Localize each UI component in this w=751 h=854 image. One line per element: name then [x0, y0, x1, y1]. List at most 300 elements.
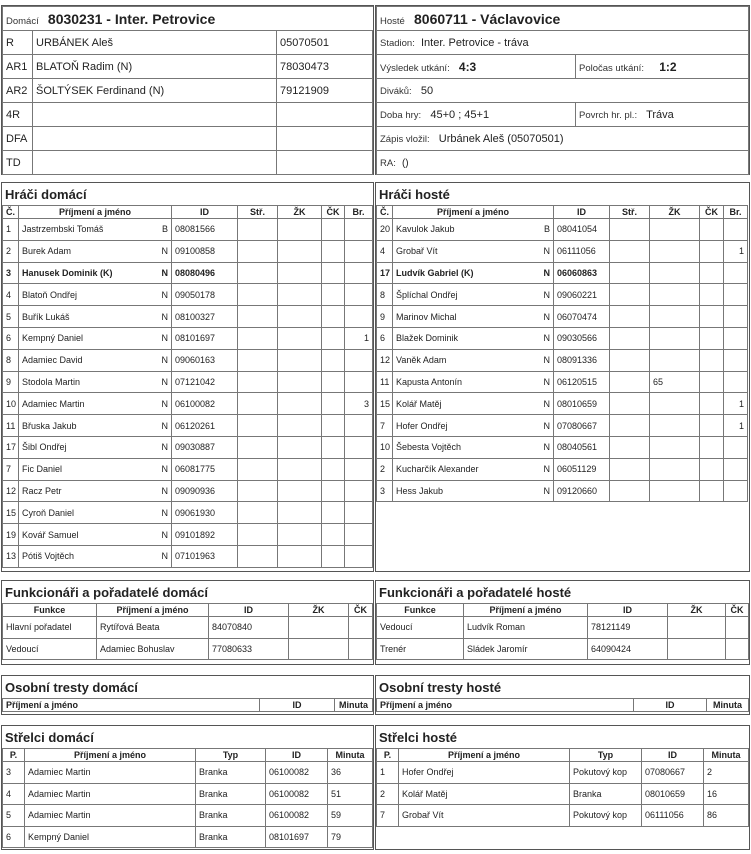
player-flag: N	[161, 289, 168, 300]
player-name: Šplíchal Ondřej	[396, 289, 458, 300]
player-yellow-card	[278, 262, 322, 284]
player-red-card	[700, 371, 724, 393]
official-role: AR2	[3, 79, 33, 103]
player-name: Cyroň Daniel	[22, 507, 75, 518]
stadium-label: Stadion:	[380, 37, 415, 49]
scorer-type: Branka	[196, 826, 266, 848]
player-goals	[610, 393, 650, 415]
player-id: 09060163	[172, 349, 238, 371]
scorer-name: Adamiec Martin	[25, 762, 196, 784]
scorers-away-title: Střelci hosté	[379, 730, 458, 745]
player-flag: B	[161, 224, 168, 235]
player-id: 08041054	[554, 219, 610, 241]
player-row	[377, 480, 748, 502]
player-name-cell	[393, 458, 554, 480]
player-name: Blažek Dominik	[396, 333, 459, 344]
scorers-away-panel	[375, 725, 750, 850]
player-number: 9	[377, 306, 393, 328]
player-id: 09030887	[172, 436, 238, 458]
player-row	[377, 306, 748, 328]
player-goals	[610, 284, 650, 306]
staff-rc	[349, 617, 373, 639]
player-id: 09090936	[172, 480, 238, 502]
column-header: Stř.	[610, 206, 650, 219]
official-id	[277, 151, 373, 175]
player-flag: N	[161, 551, 168, 562]
home-team-row	[3, 7, 373, 31]
player-goals	[238, 327, 278, 349]
penalties-away-title: Osobní tresty hosté	[379, 680, 502, 695]
column-header: ČK	[322, 206, 345, 219]
player-row	[3, 219, 373, 241]
ra-value: ()	[401, 157, 409, 169]
staff-id: 77080633	[209, 638, 289, 660]
official-id: 05070501	[277, 31, 373, 55]
player-red-card	[700, 436, 724, 458]
player-red-card	[322, 284, 345, 306]
player-goalkeeper-goals	[724, 219, 748, 241]
player-goalkeeper-goals	[345, 524, 373, 546]
staff-home-title: Funkcionáři a pořadatelé domácí	[5, 585, 208, 600]
player-goals	[610, 327, 650, 349]
player-goals	[610, 480, 650, 502]
scorer-type: Pokutový kop	[570, 762, 642, 784]
player-number: 7	[3, 458, 19, 480]
player-goalkeeper-goals	[724, 371, 748, 393]
player-red-card	[322, 480, 345, 502]
player-name-cell	[393, 240, 554, 262]
player-name-cell	[393, 480, 554, 502]
player-red-card	[700, 480, 724, 502]
scorer-p: 4	[3, 783, 25, 805]
scorers-home-table	[2, 748, 373, 848]
column-header: Č.	[3, 206, 19, 219]
scorer-id: 06100082	[266, 805, 328, 827]
player-number: 4	[377, 240, 393, 262]
column-header: Minuta	[707, 699, 749, 712]
staff-id: 64090424	[588, 638, 668, 660]
players-away-panel	[375, 182, 750, 572]
player-row	[3, 524, 373, 546]
scorer-row	[3, 826, 373, 848]
player-red-card	[700, 327, 724, 349]
column-header: Příjmení a jméno	[399, 749, 570, 762]
column-header: ČK	[726, 604, 749, 617]
player-goalkeeper-goals	[345, 502, 373, 524]
penalties-home-title: Osobní tresty domácí	[5, 680, 138, 695]
ra-label: RA:	[380, 157, 396, 169]
player-flag: N	[543, 442, 550, 453]
player-number: 15	[3, 502, 19, 524]
column-header: Br.	[724, 206, 748, 219]
staff-row	[377, 638, 749, 660]
player-name: Buřík Lukáš	[22, 311, 70, 322]
player-yellow-card	[278, 524, 322, 546]
scorer-type: Branka	[196, 783, 266, 805]
scorer-min: 16	[704, 783, 749, 805]
player-yellow-card	[278, 545, 322, 567]
player-goals	[610, 458, 650, 480]
official-id: 78030473	[277, 55, 373, 79]
scorer-id: 07080667	[642, 762, 704, 784]
player-goals	[610, 349, 650, 371]
column-header: ID	[266, 749, 328, 762]
official-role: R	[3, 31, 33, 55]
player-goalkeeper-goals	[724, 349, 748, 371]
player-goalkeeper-goals	[345, 284, 373, 306]
column-header: ID	[554, 206, 610, 219]
player-yellow-card	[278, 284, 322, 306]
player-red-card	[322, 415, 345, 437]
player-row	[3, 458, 373, 480]
player-red-card	[322, 458, 345, 480]
player-goalkeeper-goals	[345, 436, 373, 458]
scorer-id: 08010659	[642, 783, 704, 805]
player-goalkeeper-goals	[345, 415, 373, 437]
player-red-card	[322, 327, 345, 349]
staff-home-table	[2, 603, 373, 660]
staff-rc	[726, 617, 749, 639]
stadium-value: Inter. Petrovice - tráva	[421, 36, 529, 49]
player-name: Kucharčík Alexander	[396, 464, 479, 475]
official-row	[3, 103, 373, 127]
player-name-cell	[19, 219, 172, 241]
player-id: 08040561	[554, 436, 610, 458]
player-name-cell	[19, 262, 172, 284]
player-number: 6	[377, 327, 393, 349]
player-id: 06060863	[554, 262, 610, 284]
player-number: 20	[377, 219, 393, 241]
scorer-name: Hofer Ondřej	[399, 762, 570, 784]
column-header: Stř.	[238, 206, 278, 219]
player-red-card	[322, 262, 345, 284]
column-header: Br.	[345, 206, 373, 219]
player-flag: N	[543, 464, 550, 475]
player-yellow-card	[278, 415, 322, 437]
player-row	[3, 415, 373, 437]
player-flag: N	[543, 267, 550, 278]
player-red-card	[322, 436, 345, 458]
player-name: Grobař Vít	[396, 246, 438, 257]
player-name: Kovář Samuel	[22, 529, 79, 540]
half-value: 1:2	[659, 59, 677, 74]
scorer-type: Pokutový kop	[570, 805, 642, 827]
official-row	[3, 31, 373, 55]
player-red-card	[700, 219, 724, 241]
official-name	[33, 103, 277, 127]
staff-role: Vedoucí	[377, 617, 464, 639]
player-flag: N	[543, 289, 550, 300]
player-number: 15	[377, 393, 393, 415]
player-goalkeeper-goals	[345, 240, 373, 262]
player-goalkeeper-goals: 1	[724, 415, 748, 437]
scorer-row	[3, 762, 373, 784]
scorer-p: 7	[377, 805, 399, 827]
staff-name: Adamiec Bohuslav	[97, 638, 209, 660]
player-goals	[610, 436, 650, 458]
official-name: BLATOŇ Radim (N)	[33, 55, 277, 79]
player-number: 12	[3, 480, 19, 502]
player-red-card	[700, 262, 724, 284]
player-name: Ludvík Gabriel (K)	[396, 267, 474, 278]
player-red-card	[700, 284, 724, 306]
writer-value: Urbánek Aleš (05070501)	[438, 132, 564, 145]
staff-role: Trenér	[377, 638, 464, 660]
column-header: ID	[642, 749, 704, 762]
scorer-min: 79	[328, 826, 373, 848]
official-row	[3, 151, 373, 175]
staff-row	[3, 617, 373, 639]
player-row	[3, 306, 373, 328]
column-header: ID	[172, 206, 238, 219]
scorers-home-title: Střelci domácí	[5, 730, 94, 745]
staff-name: Rytířová Beata	[97, 617, 209, 639]
player-name-cell	[19, 349, 172, 371]
player-flag: N	[161, 398, 168, 409]
player-row	[377, 349, 748, 371]
player-row	[377, 371, 748, 393]
player-goals	[610, 415, 650, 437]
column-header: Příjmení a jméno	[19, 206, 172, 219]
player-red-card	[700, 349, 724, 371]
player-id: 09050178	[172, 284, 238, 306]
player-red-card	[322, 371, 345, 393]
player-id: 06120261	[172, 415, 238, 437]
player-yellow-card	[278, 371, 322, 393]
player-row	[377, 240, 748, 262]
player-number: 3	[3, 262, 19, 284]
player-name-cell	[19, 545, 172, 567]
player-id: 07080667	[554, 415, 610, 437]
player-id: 09060221	[554, 284, 610, 306]
player-name-cell	[19, 306, 172, 328]
player-yellow-card	[650, 327, 700, 349]
player-id: 06120515	[554, 371, 610, 393]
player-yellow-card	[278, 306, 322, 328]
result-label: Výsledek utkání:	[380, 62, 450, 74]
player-id: 06070474	[554, 306, 610, 328]
player-name: Stodola Martin	[22, 376, 81, 387]
player-id: 08010659	[554, 393, 610, 415]
staff-away-title: Funkcionáři a pořadatelé hosté	[379, 585, 572, 600]
scorer-min: 36	[328, 762, 373, 784]
player-flag: N	[161, 507, 168, 518]
official-id	[277, 103, 373, 127]
scorer-p: 2	[377, 783, 399, 805]
official-row	[3, 127, 373, 151]
column-header: Příjmení a jméno	[393, 206, 554, 219]
player-name: Jastrzembski Tomáš	[22, 224, 104, 235]
player-yellow-card	[650, 480, 700, 502]
player-yellow-card	[278, 436, 322, 458]
player-goalkeeper-goals	[345, 349, 373, 371]
staff-name: Ludvík Roman	[464, 617, 588, 639]
column-header: ID	[209, 604, 289, 617]
player-flag: N	[161, 442, 168, 453]
player-number: 11	[3, 415, 19, 437]
surface-value: Tráva	[646, 108, 674, 121]
player-yellow-card	[278, 219, 322, 241]
player-goals	[610, 262, 650, 284]
player-yellow-card	[650, 349, 700, 371]
scorers-away-table	[376, 748, 749, 827]
player-goalkeeper-goals	[724, 306, 748, 328]
column-header: ID	[260, 699, 335, 712]
column-header: Příjmení a jméno	[25, 749, 196, 762]
scorer-p: 6	[3, 826, 25, 848]
scorer-min: 2	[704, 762, 749, 784]
official-role: AR1	[3, 55, 33, 79]
player-red-card	[322, 240, 345, 262]
player-name-cell	[19, 436, 172, 458]
player-name: Racz Petr	[22, 485, 62, 496]
column-header: ČK	[700, 206, 724, 219]
staff-away-table	[376, 603, 749, 660]
column-header: Příjmení a jméno	[97, 604, 209, 617]
player-yellow-card	[650, 436, 700, 458]
player-red-card	[700, 458, 724, 480]
player-name-cell	[393, 436, 554, 458]
player-goalkeeper-goals	[724, 480, 748, 502]
staff-name: Sládek Jaromír	[464, 638, 588, 660]
player-name: Marinov Michal	[396, 311, 457, 322]
staff-row	[3, 638, 373, 660]
player-goals	[238, 240, 278, 262]
scorer-type: Branka	[196, 762, 266, 784]
scorer-name: Kolář Matěj	[399, 783, 570, 805]
column-header: P.	[3, 749, 25, 762]
player-row	[377, 284, 748, 306]
scorer-type: Branka	[196, 805, 266, 827]
away-label: Hosté	[380, 15, 405, 27]
staff-yc	[289, 638, 349, 660]
column-header: ID	[588, 604, 668, 617]
player-yellow-card	[278, 458, 322, 480]
column-header: Typ	[570, 749, 642, 762]
player-name: Hofer Ondřej	[396, 420, 448, 431]
staff-yc	[289, 617, 349, 639]
player-red-card	[322, 219, 345, 241]
player-name: Hanusek Dominik (K)	[22, 267, 113, 278]
player-goalkeeper-goals	[724, 458, 748, 480]
staff-id: 78121149	[588, 617, 668, 639]
player-goals	[238, 371, 278, 393]
player-name-cell	[19, 327, 172, 349]
player-flag: N	[543, 376, 550, 387]
player-name-cell	[393, 284, 554, 306]
column-header: Funkce	[377, 604, 464, 617]
player-name-cell	[19, 502, 172, 524]
player-yellow-card	[650, 458, 700, 480]
column-header: Minuta	[328, 749, 373, 762]
player-number: 2	[3, 240, 19, 262]
player-number: 17	[377, 262, 393, 284]
player-flag: N	[161, 420, 168, 431]
player-name-cell	[393, 306, 554, 328]
scorer-name: Adamiec Martin	[25, 783, 196, 805]
player-name: Břuska Jakub	[22, 420, 77, 431]
player-id: 07121042	[172, 371, 238, 393]
column-header: ČK	[349, 604, 373, 617]
player-goalkeeper-goals: 1	[345, 327, 373, 349]
official-row	[3, 79, 373, 103]
spectators-label: Diváků:	[380, 85, 412, 97]
player-goalkeeper-goals	[345, 371, 373, 393]
player-goals	[610, 240, 650, 262]
player-name-cell	[393, 393, 554, 415]
home-team-name: 8030231 - Inter. Petrovice	[47, 10, 216, 27]
scorer-p: 5	[3, 805, 25, 827]
player-yellow-card	[650, 262, 700, 284]
player-number: 8	[377, 284, 393, 306]
column-header: Typ	[196, 749, 266, 762]
player-row	[3, 262, 373, 284]
player-number: 11	[377, 371, 393, 393]
player-name: Blatoň Ondřej	[22, 289, 78, 300]
player-goals	[238, 219, 278, 241]
column-header: Příjmení a jméno	[3, 699, 260, 712]
player-number: 7	[377, 415, 393, 437]
penalties-home-panel	[1, 675, 374, 715]
player-name: Šebesta Vojtěch	[396, 442, 462, 453]
scorers-home-panel	[1, 725, 374, 850]
player-flag: N	[161, 376, 168, 387]
official-name	[33, 151, 277, 175]
home-officials-table	[2, 6, 373, 175]
staff-role: Hlavní pořadatel	[3, 617, 97, 639]
player-flag: N	[543, 246, 550, 257]
column-header: Č.	[377, 206, 393, 219]
player-goalkeeper-goals	[345, 306, 373, 328]
player-red-card	[322, 306, 345, 328]
player-row	[377, 327, 748, 349]
penalties-away-panel	[375, 675, 750, 715]
player-name-cell	[19, 371, 172, 393]
official-id	[277, 127, 373, 151]
player-yellow-card	[278, 349, 322, 371]
player-row	[377, 415, 748, 437]
player-number: 19	[3, 524, 19, 546]
player-goals	[238, 415, 278, 437]
player-yellow-card	[650, 219, 700, 241]
player-id: 06081775	[172, 458, 238, 480]
official-row	[3, 55, 373, 79]
players-home-table	[2, 205, 373, 568]
player-flag: N	[161, 311, 168, 322]
column-header: ŽK	[278, 206, 322, 219]
player-red-card	[322, 502, 345, 524]
player-name: Kapusta Antonín	[396, 376, 463, 387]
player-id: 06051129	[554, 458, 610, 480]
player-number: 5	[3, 306, 19, 328]
player-name-cell	[19, 240, 172, 262]
player-goalkeeper-goals	[345, 458, 373, 480]
player-number: 1	[3, 219, 19, 241]
staff-yc	[668, 638, 726, 660]
player-row	[3, 393, 373, 415]
player-red-card	[322, 524, 345, 546]
official-role: DFA	[3, 127, 33, 151]
spectators-value: 50	[420, 84, 434, 97]
player-name-cell	[393, 219, 554, 241]
official-name	[33, 127, 277, 151]
player-number: 13	[3, 545, 19, 567]
player-goals	[238, 524, 278, 546]
player-number: 3	[377, 480, 393, 502]
header-home-panel	[1, 5, 374, 175]
player-red-card	[700, 393, 724, 415]
player-flag: N	[161, 246, 168, 257]
